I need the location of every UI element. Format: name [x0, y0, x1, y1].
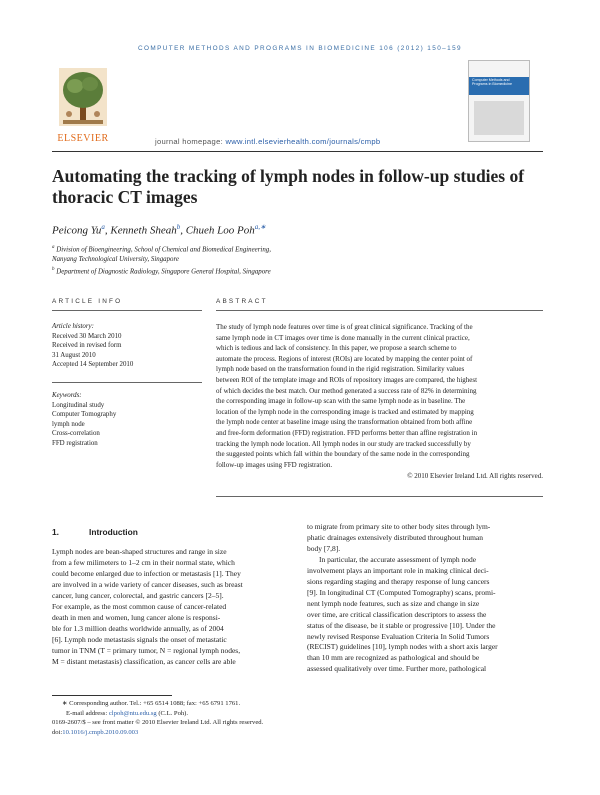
abstract-line: which is tedious and lack of consistency. In this paper, we propose a search scheme to	[216, 344, 457, 353]
body-line: are involved in a wide variety of cancer diseases, such as breast	[52, 579, 243, 589]
journal-homepage	[155, 137, 380, 146]
keyword: Cross-correlation	[52, 430, 100, 438]
info-divider	[52, 382, 202, 383]
author-name: Kenneth Sheah	[110, 224, 177, 237]
email-link[interactable]: clpoh@ntu.edu.sg	[108, 709, 157, 717]
article-info-rule	[52, 310, 202, 311]
email-line	[52, 709, 352, 719]
cover-image	[474, 101, 524, 135]
abstract-line: The study of lymph node features over time is of great clinical significance. Tracking of the	[216, 323, 473, 331]
body-column-right	[307, 522, 543, 675]
abstract-text	[216, 322, 543, 482]
keyword: Longitudinal study	[52, 401, 105, 409]
body-line: newly revised Response Evaluation Criteria In Solid Tumors	[307, 631, 490, 641]
body-line: [9]. In longitudinal CT (Computed Tomography) scans, promi-	[307, 587, 496, 597]
header-rule	[52, 151, 543, 152]
body-line: cancer, lung cancer, colorectal, and gastric cancers [2–5].	[52, 590, 224, 600]
elsevier-tree-icon	[59, 68, 107, 126]
body-line: assessed qualitatively over time. Further more, pathological	[307, 664, 487, 674]
abstract-line: the lymph node center at baseline image using the transformation obtained from both affine	[216, 418, 473, 427]
keyword: Computer Tomography	[52, 411, 117, 419]
article-info-heading: ARTICLE INFO	[52, 298, 123, 305]
body-line: For example, as the most common cause of cancer-related	[52, 601, 227, 611]
author-mark[interactable]: b	[176, 223, 181, 231]
body-line: sions regarding staging and therapy response of lung cancers	[307, 576, 490, 586]
journal-cover-thumbnail	[468, 60, 530, 142]
author-list: Peicong Yu$^a$, Kenneth Sheah$^b$, Chueh Loo Poh$^{a,∗}$	[52, 223, 266, 237]
section-title: Introduction	[89, 527, 138, 537]
abstract-line: between ROI of the template image and ROIs of repository images are compared, the highest	[216, 375, 478, 384]
copyright-notice: © 2010 Elsevier Ireland Ltd. All rights reserved.	[407, 472, 543, 481]
cover-title: Computer Methods and Programs in Biomedicine	[472, 78, 512, 86]
abstract-line: and free-form deformation (FFD) registration. FFD performs better than affine registration in	[216, 428, 478, 437]
body-column-left	[52, 547, 297, 667]
history-item: Received 30 March 2010	[52, 332, 122, 340]
article-title: Automating the tracking of lymph nodes in follow-up studies of thoracic CT images	[52, 166, 525, 207]
body-line: In particular, the accurate assessment of lymph node	[319, 554, 477, 564]
body-line: to migrate from primary site to other body sites through lym-	[307, 522, 491, 531]
body-line: than 10 mm are recognized as pathological and should be	[307, 653, 480, 663]
abstract-line: tracking the lymph node location. All lymph nodes in our study are tracked successfully by	[216, 439, 471, 448]
author-mark[interactable]: a	[101, 223, 105, 231]
footnotes	[52, 695, 352, 737]
history-item: 31 August 2010	[52, 351, 96, 359]
email-suffix: (C.L. Poh).	[158, 709, 189, 717]
body-line: nent lymph node features, such as size and change in size	[307, 598, 480, 608]
body-line: phatic drainages extensively distributed throughout human	[307, 532, 484, 542]
author-name: Chueh Loo Poh	[185, 224, 255, 237]
abstract-line: lymph node based on the transformation found in the rigid registration. Similarity values	[216, 365, 465, 374]
body-line: body [7,8].	[307, 543, 341, 553]
corresponding-author: ∗ Corresponding author. Tel.: +65 6514 1088; fax: +65 6791 1761.	[62, 700, 241, 707]
section-number: 1.	[52, 527, 59, 537]
body-line: from a few milimeters to 1–2 cm in their normal state, which	[52, 557, 235, 567]
abstract-bottom-rule	[216, 496, 543, 497]
body-line: over time, are critical classification descriptors to assess the	[307, 609, 487, 619]
affiliation-line: Department of Diagnostic Radiology, Singapore General Hospital, Singapore	[56, 268, 271, 276]
history-label: Article history:	[52, 323, 94, 330]
body-line: death in men and women, lung cancer alone is responsi-	[52, 612, 221, 622]
abstract-line: same lymph node in CT images over time is done manually in the current clinical practice,	[216, 333, 470, 342]
abstract-line: location of the lymph node in the corresponding image is tracked and estimated by mapping	[216, 407, 474, 416]
doi-link[interactable]: 10.1016/j.cmpb.2010.09.003	[62, 728, 139, 736]
body-line: involvement plays an important role in making clinical deci-	[307, 565, 489, 575]
keyword: FFD registration	[52, 439, 98, 447]
author-name: Peicong Yu	[52, 224, 102, 237]
footnote-rule	[52, 695, 172, 696]
abstract-line: of which decides the best match. Our method generated a success rate of 82% in determining	[216, 386, 477, 395]
affiliation-a	[52, 243, 543, 265]
issn-line: 0169-2607/$ – see front matter © 2010 Elsevier Ireland Ltd. All rights reserved.	[52, 719, 264, 727]
body-line: [6]. Lymph node metastasis signals the onset of metastatic	[52, 634, 227, 644]
abstract-line: automate the process. Regions of interest (ROIs) are located by mapping the center point of	[216, 354, 473, 363]
affiliation-b	[52, 265, 543, 277]
body-line: tumor in TNM (T = primary tumor, N = regional lymph nodes,	[52, 645, 241, 655]
keywords-label: Keywords:	[52, 392, 82, 399]
body-line: ble for 1.3 million deaths worldwide annually, as of 2004	[52, 623, 224, 633]
body-line: could become enlarged due to infection or metastasis [1]. They	[52, 568, 241, 578]
keywords	[52, 391, 202, 449]
history-item: Accepted 14 September 2010	[52, 361, 134, 369]
abstract-line: follow-up images using FFD registration.	[216, 460, 333, 469]
homepage-link[interactable]: www.intl.elsevierhealth.com/journals/cmpb	[225, 137, 381, 146]
affiliation-mark: a	[52, 245, 55, 250]
cover-band	[469, 77, 529, 95]
homepage-label: journal homepage:	[155, 137, 224, 146]
affiliation-line: Division of Bioengineering, School of Chemical and Biomedical Engineering,	[56, 246, 271, 254]
journal-citation: COMPUTER METHODS AND PROGRAMS IN BIOMEDICINE 106 (2012) 150–159	[137, 45, 462, 52]
affiliation-mark: b	[52, 267, 55, 272]
section-heading-introduction	[52, 527, 138, 537]
body-line: status of the disease, be it stable or progressive [10]. Under the	[307, 620, 496, 630]
email-label: E-mail address:	[66, 709, 108, 717]
abstract-line: the suggested points which fall within the boundary of the same node in the corresponding	[216, 450, 470, 459]
body-line: (RECIST) guidelines [10], lymph nodes with a short axis larger	[307, 642, 498, 652]
doi-line	[52, 728, 352, 738]
history-item: Received in revised form	[52, 342, 122, 350]
elsevier-logo	[52, 68, 114, 148]
abstract-line: the corresponding image in follow-up scan with the same lymph node as in baseline. The	[216, 397, 466, 406]
abstract-heading: ABSTRACT	[216, 298, 268, 305]
abstract-rule	[216, 310, 543, 311]
keyword: lymph node	[52, 420, 85, 428]
article-history	[52, 322, 202, 370]
body-line: Lymph nodes are bean-shaped structures and range in size	[52, 547, 227, 556]
body-line: M = distant metastasis) classification, as cancer cells are able	[52, 656, 236, 666]
affiliation-line: Nanyang Technological University, Singapore	[52, 256, 179, 264]
publisher-name: ELSEVIER	[57, 133, 109, 144]
author-mark[interactable]: a,∗	[254, 223, 266, 231]
doi-prefix: doi:	[52, 728, 63, 736]
